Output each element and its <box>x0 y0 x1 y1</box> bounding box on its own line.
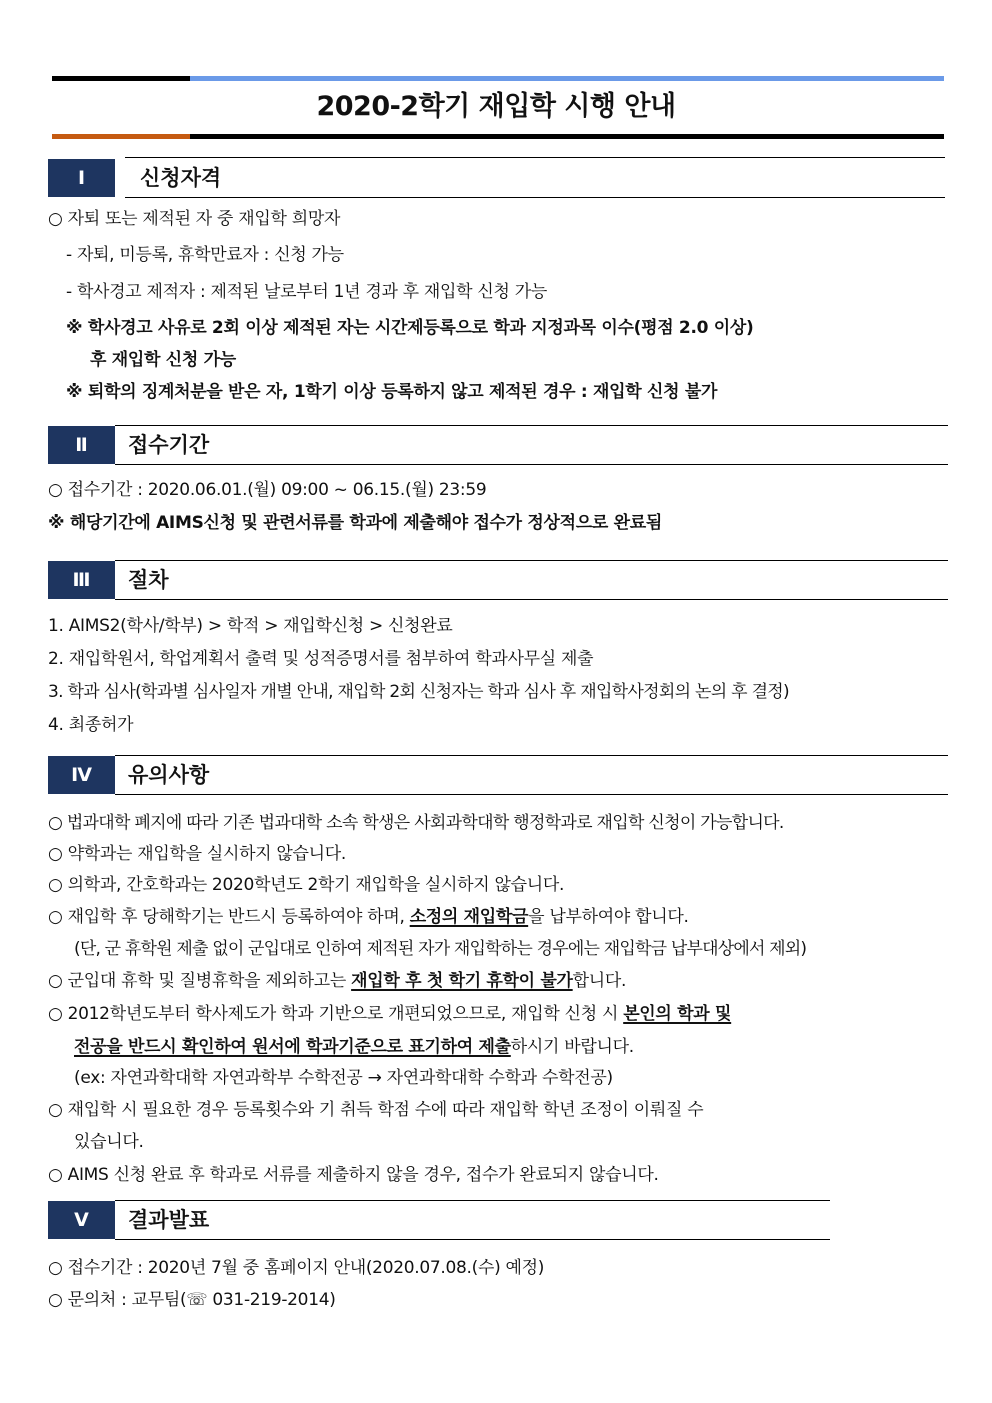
text-run: ○ 2012학년도부터 학사제도가 학과 기반으로 개편되었으므로, 재입학 신청 시 <box>48 1004 624 1024</box>
emphasis-text: 전공을 반드시 확인하여 원서에 학과기준으로 표기하여 제출 <box>74 1037 511 1057</box>
section-rule-top <box>125 157 945 158</box>
section-number-badge: Ⅴ <box>48 1201 115 1239</box>
section-title: 절차 <box>128 568 169 592</box>
section-rule-top <box>115 425 948 426</box>
step-item: 1. AIMS2(학사/학부) > 학적 > 재입학신청 > 신청완료 <box>48 616 453 636</box>
section-number-badge: Ⅲ <box>48 561 115 599</box>
text-run: 합니다. <box>572 971 627 991</box>
section-title: 신청자격 <box>140 166 222 190</box>
bullet-line <box>48 1002 731 1026</box>
bullet-line: ○ 접수기간 : 2020년 7월 중 홈페이지 안내(2020.07.08.(수) 예정) <box>48 1258 545 1278</box>
section-rule-bottom <box>115 599 948 600</box>
bullet-line: ○ 재입학 시 필요한 경우 등록횟수와 기 취득 학점 수에 따라 재입학 학년 조정이 이뤄질 수 <box>48 1100 704 1120</box>
bottom-bar-orange <box>52 134 190 139</box>
text-run: ○ 재입학 후 당해학기는 반드시 등록하여야 하며, <box>48 907 410 927</box>
section-rule-bottom <box>125 197 945 198</box>
section-rule-top <box>115 755 948 756</box>
bullet-line <box>48 969 626 993</box>
text-run: 하시기 바랍니다. <box>510 1037 634 1057</box>
bullet-line: ○ 법과대학 폐지에 따라 기존 법과대학 소속 학생은 사회과학대학 행정학과로 재입학 신청이 가능합니다. <box>48 813 784 833</box>
step-item: 3. 학과 심사(학과별 심사일자 개별 안내, 재입학 2회 신청자는 학과 심사 후 재입학사정회의 논의 후 결정) <box>48 682 789 702</box>
section-number-badge: Ⅱ <box>48 426 115 464</box>
bottom-bar-black <box>190 134 944 139</box>
example-line: (ex: 자연과학대학 자연과학부 수학전공 → 자연과학대학 수학과 수학전공) <box>74 1068 613 1088</box>
section-rule-top <box>115 560 948 561</box>
step-item: 2. 재입학원서, 학업계획서 출력 및 성적증명서를 첨부하여 학과사무실 제출 <box>48 649 594 669</box>
note-line-cont: 후 재입학 신청 가능 <box>90 350 236 370</box>
section-number-badge: Ⅳ <box>48 756 115 794</box>
emphasis-text: 재입학 후 첫 학기 휴학이 불가 <box>351 971 573 991</box>
page-title: 2020-2학기 재입학 시행 안내 <box>316 91 676 122</box>
section-rule-top <box>115 1200 830 1201</box>
step-item: 4. 최종허가 <box>48 715 134 735</box>
section-title: 접수기간 <box>128 433 210 457</box>
dash-line: - 자퇴, 미등록, 휴학만료자 : 신청 가능 <box>66 245 344 265</box>
bullet-line: ○ 문의처 : 교무팀(☏ 031-219-2014) <box>48 1290 336 1310</box>
top-bar-black <box>52 76 190 81</box>
bullet-line: ○ AIMS 신청 완료 후 학과로 서류를 제출하지 않을 경우, 접수가 완료되지 않습니다. <box>48 1165 659 1185</box>
bullet-line: ○ 접수기간 : 2020.06.01.(월) 09:00 ~ 06.15.(월) 23:59 <box>48 480 487 500</box>
bullet-line <box>48 905 689 929</box>
note-line: ※ 학사경고 사유로 2회 이상 제적된 자는 시간제등록으로 학과 지정과목 이수(평점 2.0 이상) <box>66 318 754 338</box>
note-line: ※ 해당기간에 AIMS신청 및 관련서류를 학과에 제출해야 접수가 정상적으로 완료됨 <box>48 513 663 533</box>
section-title: 결과발표 <box>128 1208 210 1232</box>
emphasis-text: 본인의 학과 및 <box>623 1004 732 1024</box>
section-rule-bottom <box>115 464 948 465</box>
bullet-line: ○ 자퇴 또는 제적된 자 중 재입학 희망자 <box>48 209 341 229</box>
section-rule-bottom <box>115 1239 830 1240</box>
emphasis-text: 소정의 재입학금 <box>409 907 529 927</box>
dash-line: - 학사경고 제적자 : 제적된 날로부터 1년 경과 후 재입학 신청 가능 <box>66 282 547 302</box>
note-line-cont: (단, 군 휴학원 제출 없이 군입대로 인하여 제적된 자가 재입학하는 경우에는 재입학금 납부대상에서 제외) <box>74 939 807 959</box>
bullet-line: ○ 의학과, 간호학과는 2020학년도 2학기 재입학을 실시하지 않습니다. <box>48 875 565 895</box>
note-line: ※ 퇴학의 징계처분을 받은 자, 1학기 이상 등록하지 않고 제적된 경우 : 재입학 신청 불가 <box>66 382 718 402</box>
top-bar-blue <box>190 76 944 81</box>
text-run: ○ 군입대 휴학 및 질병휴학을 제외하고는 <box>48 971 352 991</box>
bullet-line: ○ 약학과는 재입학을 실시하지 않습니다. <box>48 844 347 864</box>
text-run: 을 납부하여야 합니다. <box>528 907 689 927</box>
section-title: 유의사항 <box>128 763 210 787</box>
bullet-line-cont <box>74 1035 634 1059</box>
section-number-badge: Ⅰ <box>48 159 115 197</box>
bullet-line-cont: 있습니다. <box>74 1132 144 1152</box>
section-rule-bottom <box>115 794 948 795</box>
